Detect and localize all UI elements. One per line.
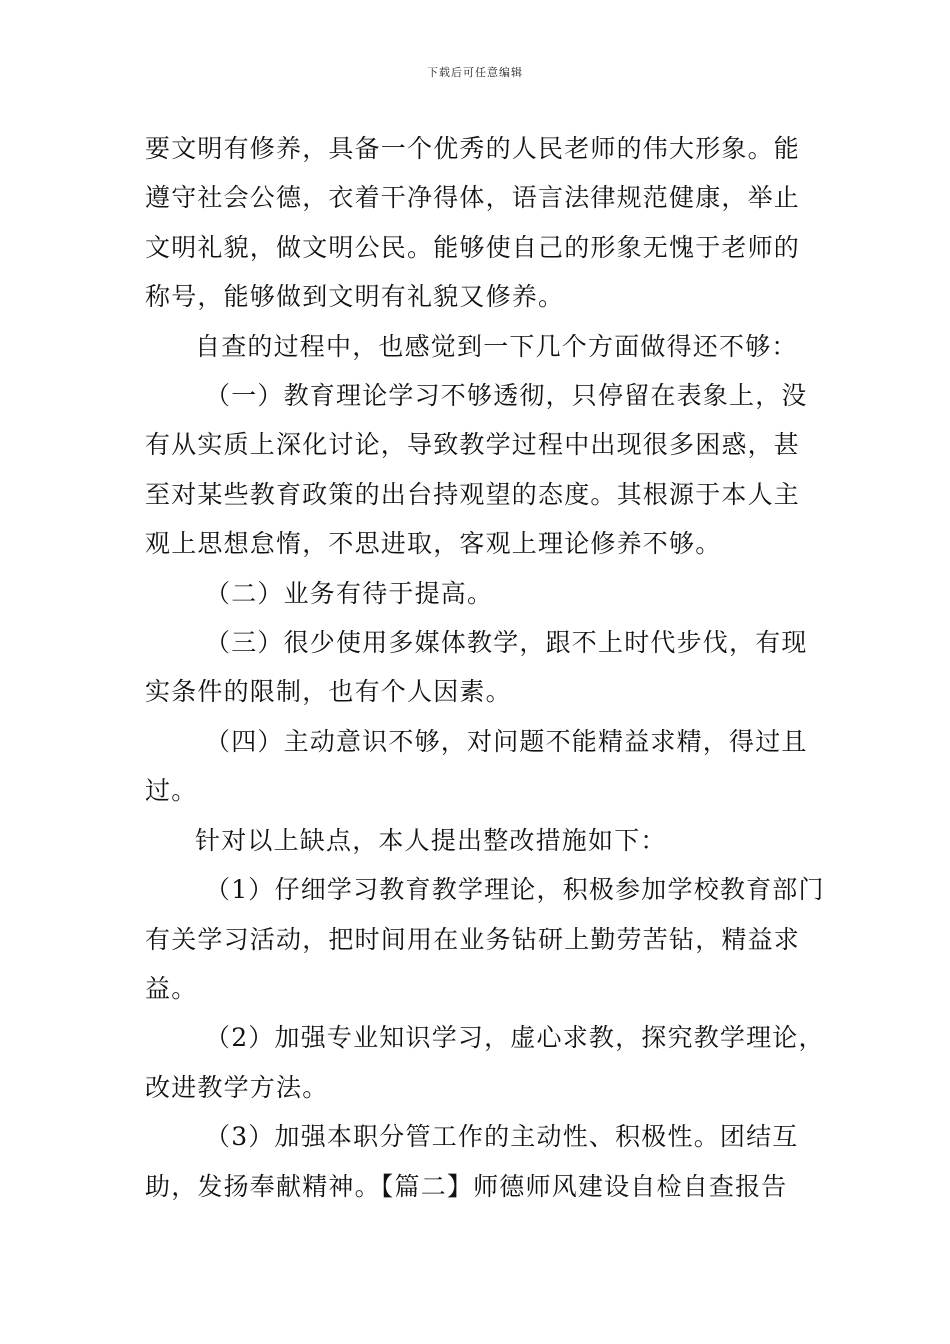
paragraph-measure-1: （1）仔细学习教育教学理论，积极参加学校教育部门有关学习活动，把时间用在业务钻研上勤劳苦钻，精益求益。 — [145, 875, 825, 1003]
paragraph-measures-intro: 针对以上缺点，本人提出整改措施如下： — [195, 825, 667, 855]
paragraph-image-conduct: 要文明有修养，具备一个优秀的人民老师的伟大形象。能遵守社会公德，衣着干净得体，语言法律规范健康，举止文明礼貌，做文明公民。能够使自己的形象无愧于老师的称号，能够做到文明有礼貌又修养。 — [145, 134, 801, 312]
paragraph-measure-3: （3）加强本职分管工作的主动性、积极性。团结互助，发扬奉献精神。【篇二】师德师风建设自检自查报告 — [145, 1122, 799, 1201]
paragraph-self-check-intro: 自查的过程中，也感觉到一下几个方面做得还不够： — [195, 331, 798, 361]
paragraph-measure-2: （2）加强专业知识学习，虚心求教，探究教学理论，改进教学方法。 — [145, 1023, 825, 1102]
paragraph-shortcoming-1: （一）教育理论学习不够透彻，只停留在表象上，没有从实质上深化讨论，导致教学过程中出现很多困惑，甚至对某些教育政策的出台持观望的态度。其根源于本人主观上思想怠惰，不思进取，客观上理论修养不够。 — [145, 381, 808, 559]
paragraph-shortcoming-2: （二）业务有待于提高。 — [205, 578, 494, 608]
paragraph-shortcoming-4: （四）主动意识不够，对问题不能精益求精，得过且过。 — [145, 726, 808, 806]
page-header-note: 下载后可任意编辑 — [427, 66, 523, 79]
document-body — [145, 124, 825, 1211]
paragraph-shortcoming-3: （三）很少使用多媒体教学，跟不上时代步伐，有现实条件的限制，也有个人因素。 — [145, 628, 808, 707]
